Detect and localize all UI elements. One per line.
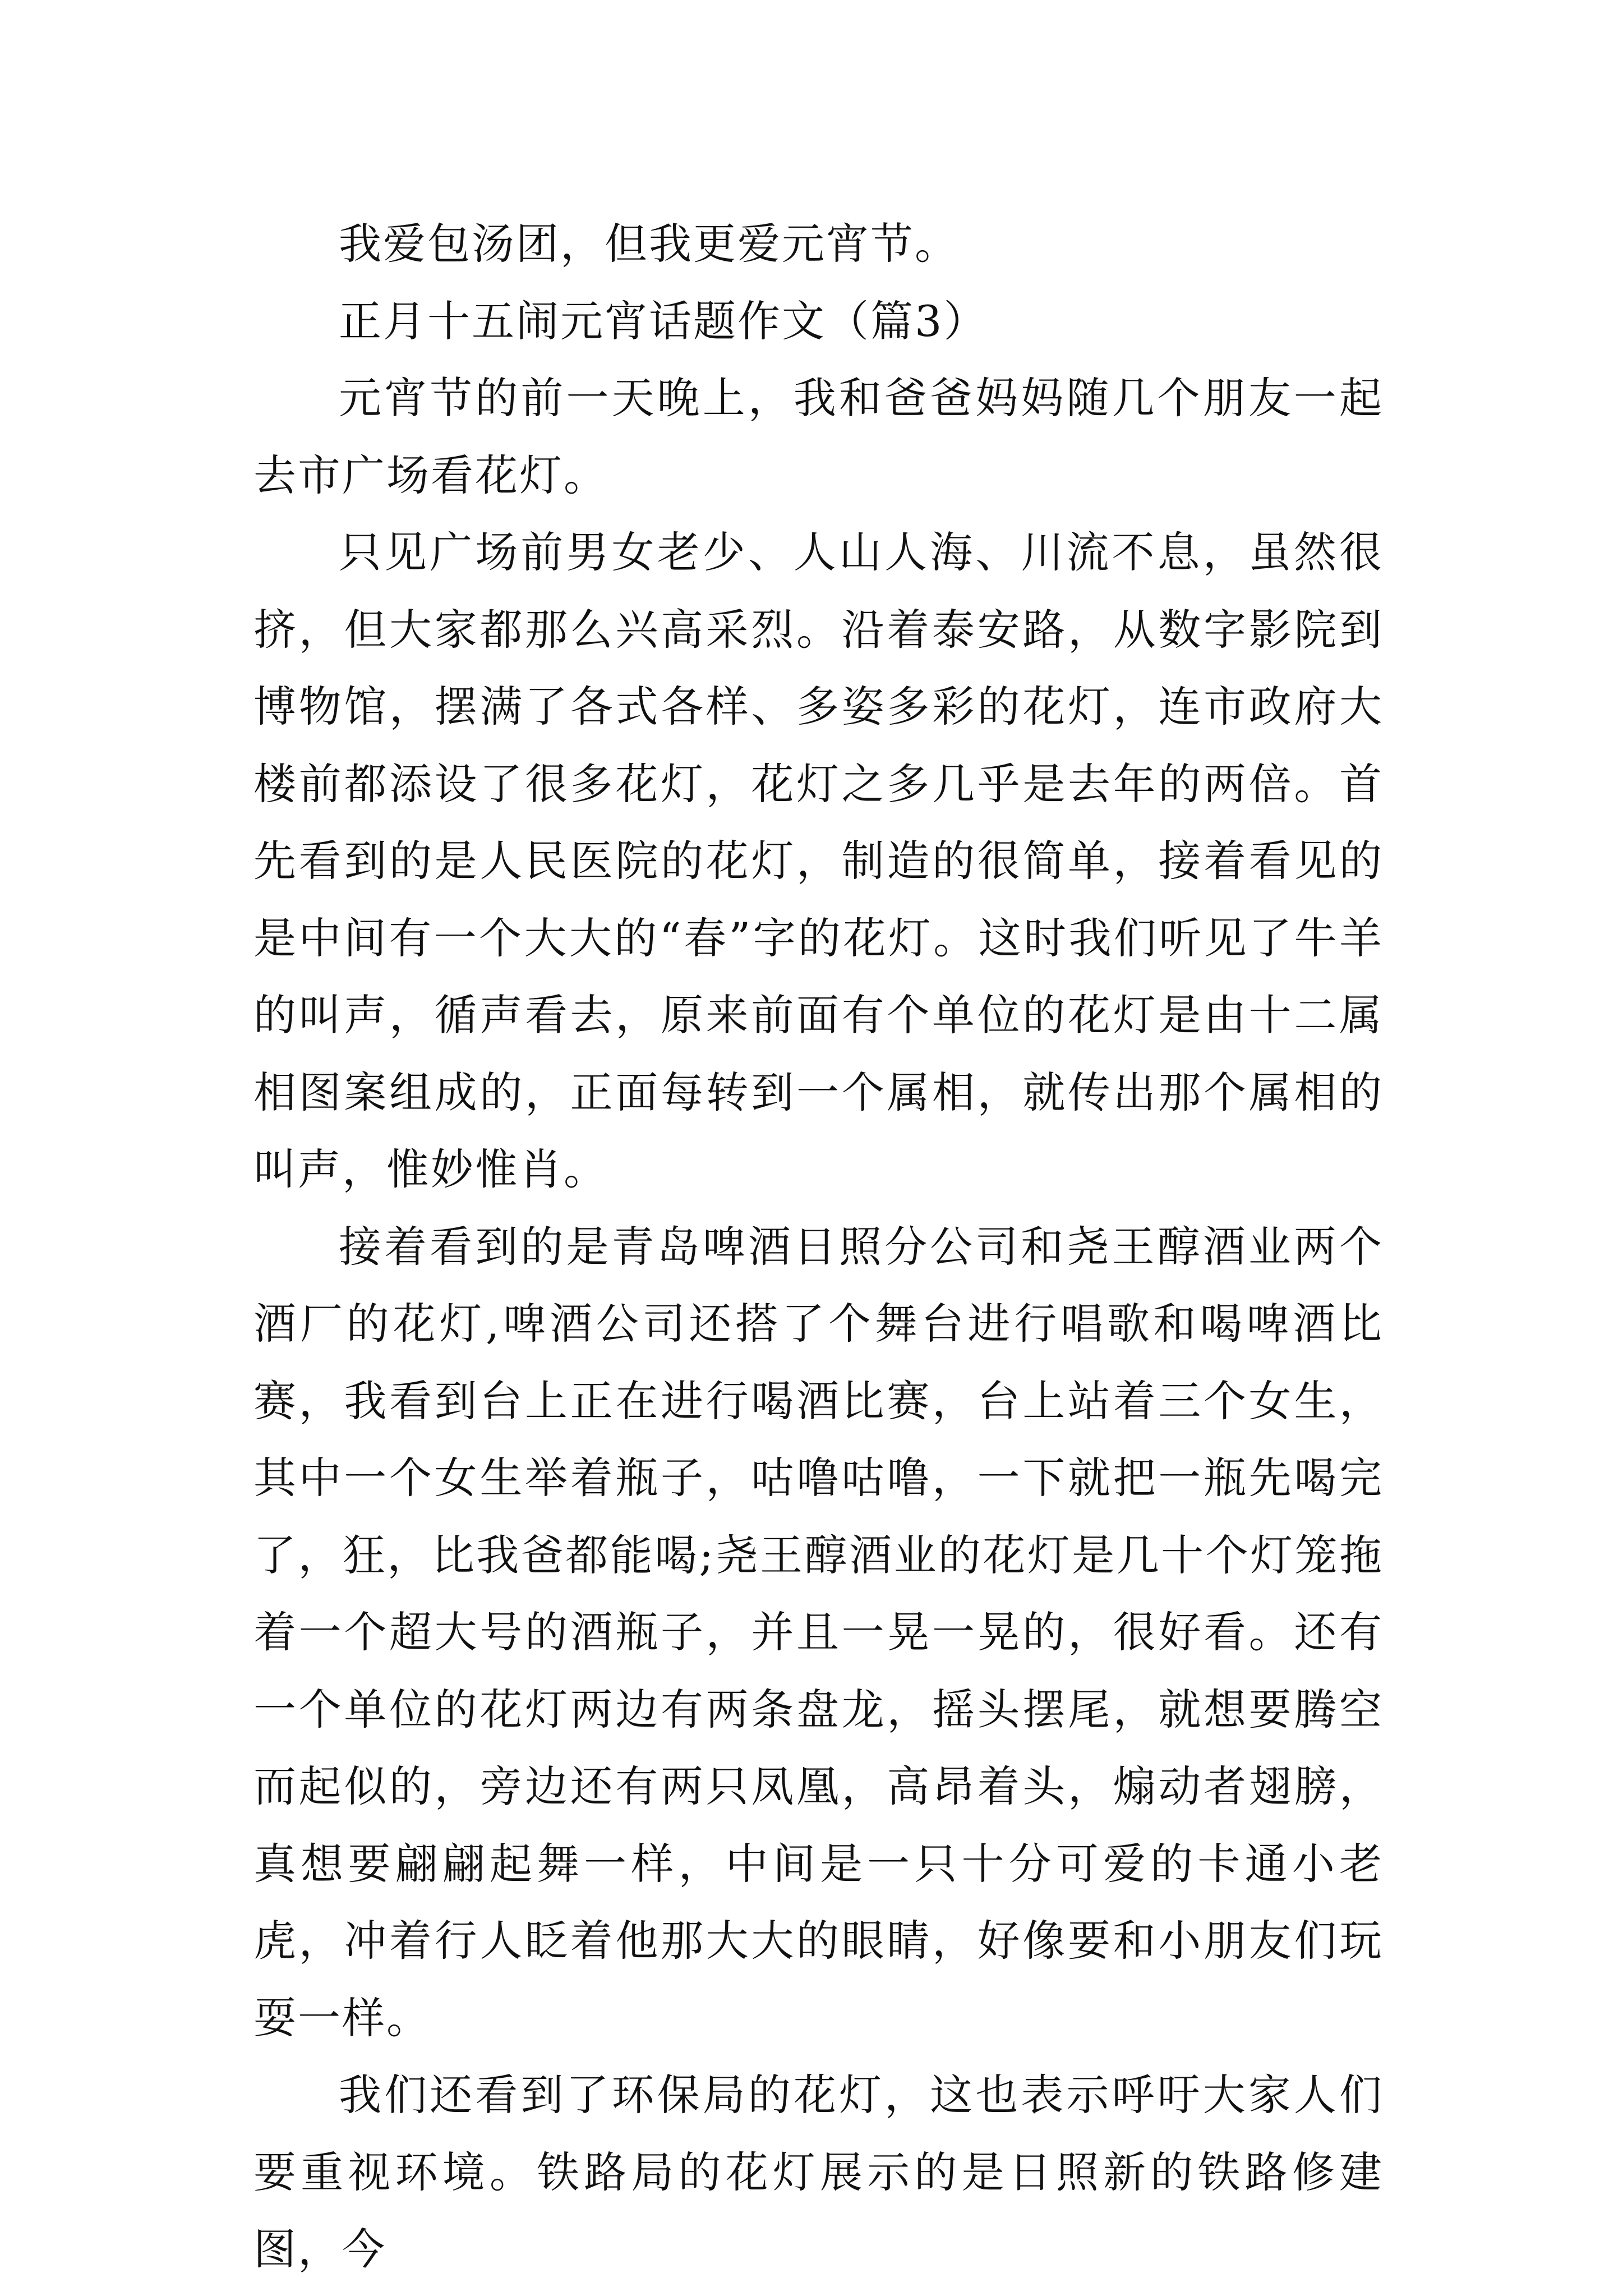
document-body <box>253 205 1384 2288</box>
essay-heading: 正月十五闹元宵话题作文（篇3） <box>339 296 988 346</box>
paragraph-environment-lanterns: 我们还看到了环保局的花灯，这也表示呼吁大家人们要重视环境。铁路局的花灯展示的是日照新的铁路修建图，今 <box>253 2070 1384 2274</box>
paragraph-closing-line: 我爱包汤团，但我更爱元宵节。 <box>339 219 959 269</box>
paragraph-intro: 元宵节的前一天晚上，我和爸爸妈妈随几个朋友一起去市广场看花灯。 <box>253 373 1384 500</box>
paragraph-brewery-lanterns: 接着看到的是青岛啤酒日照分公司和尧王醇酒业两个酒厂的花灯,啤酒公司还搭了个舞台进行唱歌和喝啤酒比赛，我看到台上正在进行喝酒比赛，台上站着三个女生，其中一个女生举着瓶子，咕噜咕噜，一下就把一瓶先喝完了，狂，比我爸都能喝;尧王醇酒业的花灯是几十个灯笼拖着一个超大号的酒瓶子，并且一晃一晃的，很好看。还有一个单位的花灯两边有两条盘龙，摇头摆尾，就想要腾空而起似的，旁边还有两只凤凰，高昂着头，煽动者翅膀，真想要翩翩起舞一样，中间是一只十分可爱的卡通小老虎，冲着行人眨着他那大大的眼睛，好像要和小朋友们玩耍一样。 <box>253 1221 1384 2043</box>
paragraph-square-lanterns: 只见广场前男女老少、人山人海、川流不息，虽然很挤，但大家都那么兴高采烈。沿着泰安路，从数字影院到博物馆，摆满了各式各样、多姿多彩的花灯，连市政府大楼前都添设了很多花灯，花灯之多几乎是去年的两倍。首先看到的是人民医院的花灯，制造的很简单，接着看见的是中间有一个大大的“春”字的花灯。这时我们听见了牛羊的叫声，循声看去，原来前面有个单位的花灯是由十二属相图案组成的，正面每转到一个属相，就传出那个属相的叫声，惟妙惟肖。 <box>253 527 1384 1194</box>
